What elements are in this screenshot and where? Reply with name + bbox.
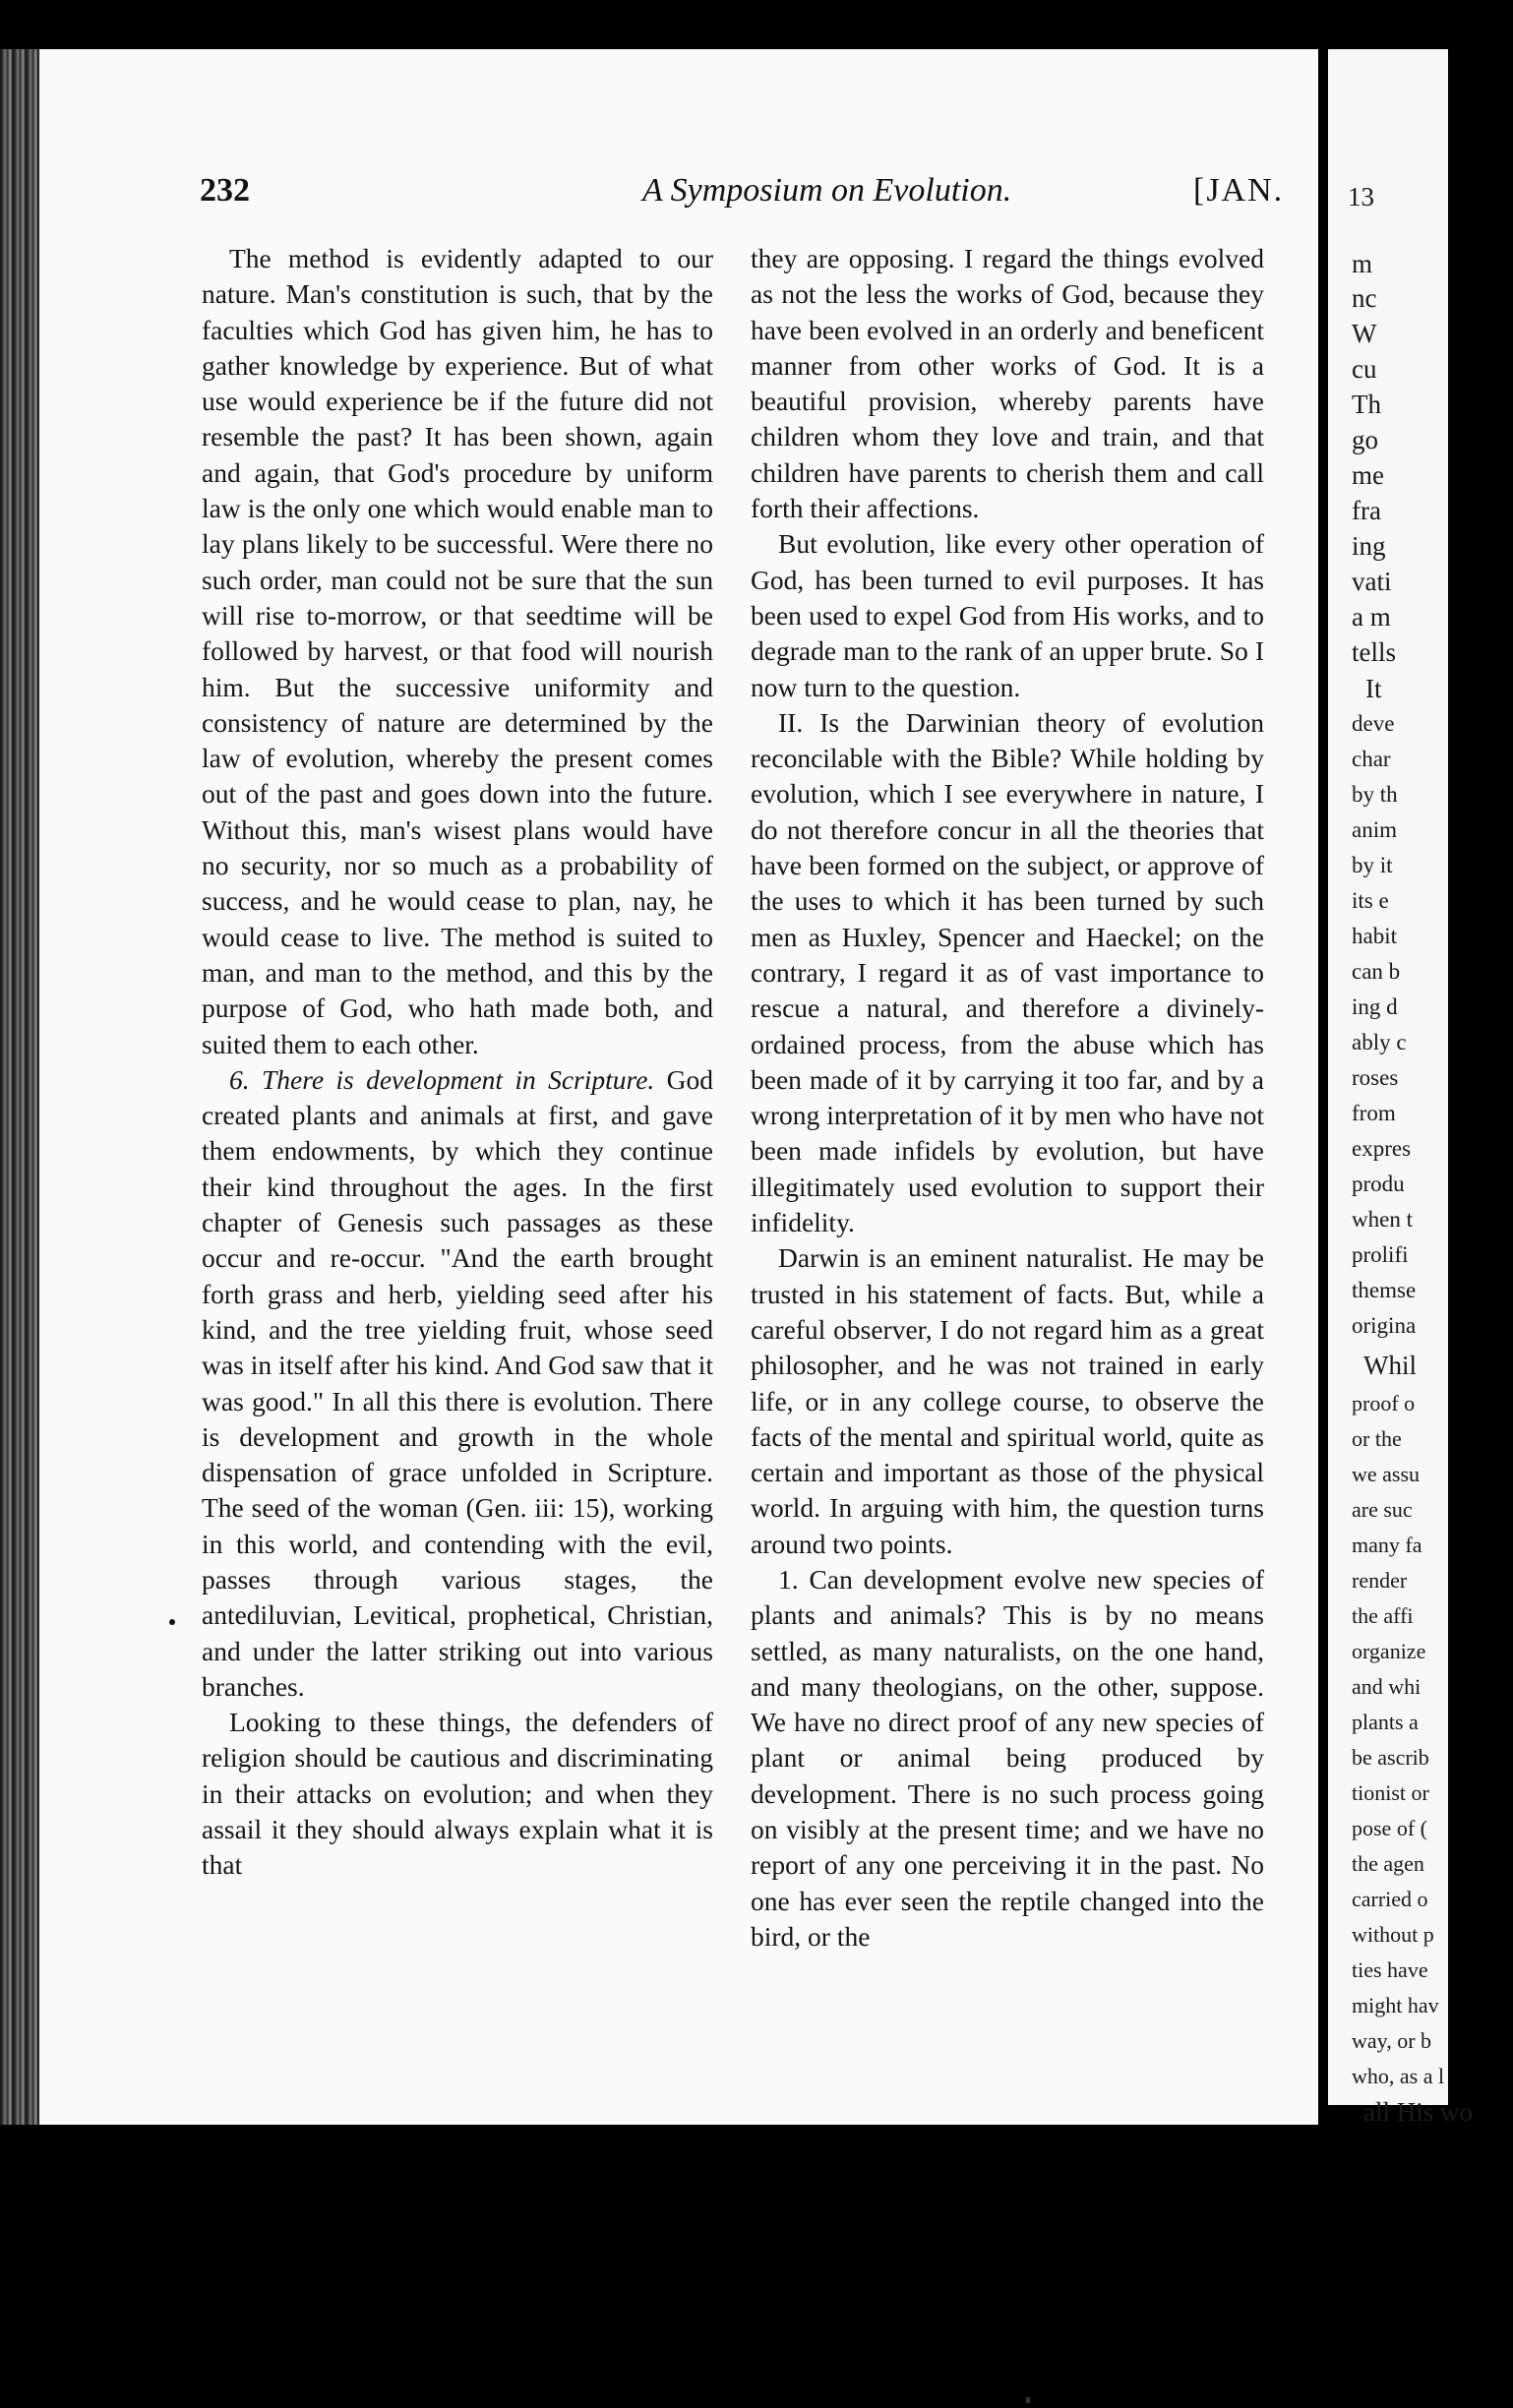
section-6-heading: 6. There is development in Scripture. [229, 1063, 655, 1095]
neighbor-fragment: char [1352, 747, 1391, 771]
paragraph-text: God created plants and animals at first, and gave them endowments, by which they continue their kind throughout the ages. In the first chapter of Genesis such passages as these occur and re-occur. "And the earth brought forth grass and herb, yielding seed after his kind, and the tree yielding fruit, whose seed was in itself after his kind. And God saw that it was good." In all this there is evolution. There is development and growth in the whole dispensation of grace unfolded in Scripture. The seed of the woman (Gen. iii: 15), working in this world, and contending with the evil, passes through various stages, the antediluvian, Levitical, prophetical, Christian, and under the latter striking out into various branches. [202, 1063, 713, 1702]
neighbor-fragment: are suc [1352, 1497, 1413, 1522]
neighbor-fragment: render [1352, 1568, 1408, 1593]
neighbor-fragment: pose of ( [1352, 1816, 1427, 1840]
neighbor-fragment: Th [1352, 390, 1381, 419]
neighbor-fragment: tionist or [1352, 1780, 1429, 1805]
neighbor-fragment: by th [1352, 782, 1398, 807]
neighbor-fragment: from [1352, 1101, 1396, 1125]
neighbor-fragment: fra [1352, 496, 1381, 525]
running-title: A Symposium on Evolution. [642, 172, 1012, 209]
neighbor-fragment: plants a [1352, 1710, 1419, 1734]
neighbor-fragment: a m [1352, 602, 1391, 632]
neighbor-fragment: the affi [1352, 1603, 1414, 1628]
neighbor-fragment: ing d [1352, 994, 1398, 1019]
neighbor-fragment: ing [1352, 531, 1386, 561]
neighbor-fragment: cu [1352, 354, 1377, 384]
neighbor-fragment: ably c [1352, 1030, 1407, 1054]
neighbor-fragment: anim [1352, 817, 1397, 842]
paragraph-section-6 [202, 1062, 713, 1705]
neighbor-fragment: the agen [1352, 1851, 1424, 1876]
page-number: 232 [200, 172, 250, 209]
neighbor-fragment: m [1352, 249, 1373, 278]
neighbor-fragment: vati [1352, 567, 1392, 596]
neighbor-fragment: deve [1352, 711, 1395, 736]
running-header [160, 172, 1292, 219]
neighbor-fragment: Whil [1363, 1351, 1417, 1380]
paragraph: The method is evidently adapted to our nature. Man's constitution is such, that by the faculties which God has given him, he has to gather knowledge by experience. But of what use would experience be if the future did not resemble the past? It has been shown, again and again, that God's procedure by uniform law is the only one which would enable man to lay plans likely to be successful. Were there no such order, man could not be sure that the sun will rise to-morrow, or that seedtime will be followed by harvest, or that food will nourish him. But the successive uniformity and consistency of nature are determined by the law of evolution, whereby the present comes out of the past and goes down into the future. Without this, man's wisest plans would have no security, nor so much as a probability of success, and he would cease to plan, nay, he would cease to live. The method is suited to man, and man to the method, and this by the purpose of God, who hath made both, and suited them to each other. [202, 243, 713, 1059]
paragraph: But evolution, like every other operation of God, has been turned to evil purposes. It has been used to expel God from His works, and to degrade man to the rank of an upper brute. So I now turn to the question. [751, 528, 1264, 702]
neighbor-fragment: roses [1352, 1065, 1399, 1090]
neighbor-fragment: habit [1352, 924, 1397, 948]
neighbor-fragment: prolifi [1352, 1242, 1409, 1267]
neighbor-fragment: way, or b [1352, 2028, 1432, 2053]
neighbor-fragment: organize [1352, 1639, 1426, 1663]
neighbor-fragment: be ascrib [1352, 1745, 1429, 1770]
ink-speck [1026, 2397, 1030, 2403]
neighbor-fragment: produ [1352, 1172, 1405, 1196]
neighbor-fragment: go [1352, 425, 1378, 454]
neighbor-fragment: or the [1352, 1426, 1402, 1451]
neighbor-fragment: can b [1352, 959, 1401, 984]
neighbor-fragment: and whi [1352, 1674, 1422, 1699]
neighbor-fragment: It [1365, 674, 1382, 703]
ink-speck [169, 1619, 175, 1625]
neighbor-fragment: 13 [1348, 182, 1374, 211]
paragraph: Darwin is an eminent naturalist. He may be trusted in his statement of facts. But, while a careful observer, I do not regard him as a great philosopher, and he was not trained in early life, or in any college course, to observe the facts of the mental and spiritual world, quite as certain and important as those of the physical world. In arguing with him, the question turns around two points. [751, 1242, 1264, 1559]
neighbor-fragment: W [1352, 319, 1377, 348]
neighbor-fragment: might hav [1352, 1993, 1439, 2017]
paragraph: 1. Can development evolve new species of plants and animals? This is by no means settled, as many naturalists, on the one hand, and many theologians, on the other, suppose. We have no direct proof of any new species of plant or animal being produced by development. There is no such process going on visibly at the present time; and we have no report of any one perceiving it in the past. No one has ever seen the reptile changed into the bird, or the [751, 1563, 1264, 1952]
neighbor-fragment: carried o [1352, 1887, 1428, 1911]
neighbor-fragment: when t [1352, 1207, 1413, 1232]
paragraph: II. Is the Darwinian theory of evolution reconcilable with the Bible? While holding by evolution, which I see everywhere in nature, I do not therefore concur in all the theories that have been formed on the subject, or approve of the uses to which it has been turned by such men as Huxley, Spencer and Haeckel; on the contrary, I regard it as of vast importance to rescue a natural, and therefore a divinely-ordained process, from the abuse which has been made of it by carrying it too far, and by a wrong interpretation of it by men who have not been made infidels by evolution, but have illegitimately used evolution to support their infidelity. [751, 706, 1264, 1238]
neighbor-fragment: expres [1352, 1136, 1412, 1161]
neighbor-fragment: we assu [1352, 1462, 1421, 1486]
neighbor-page-edge [1328, 49, 1473, 2127]
neighbor-fragment: me [1352, 460, 1384, 490]
neighbor-fragment: proof o [1352, 1391, 1416, 1415]
neighbor-fragment: many fa [1352, 1533, 1422, 1557]
neighbor-fragment: without p [1352, 1922, 1434, 1947]
left-column [202, 241, 713, 1884]
neighbor-fragment: themse [1352, 1278, 1417, 1302]
neighbor-fragment: tells [1352, 637, 1396, 667]
neighbor-fragment: nc [1352, 283, 1377, 313]
neighbor-fragment: origina [1352, 1313, 1417, 1338]
paragraph: they are opposing. I regard the things evolved as not the less the works of God, because they have been evolved in an orderly and beneficent manner from other works of God. It is a beautiful provision, whereby parents have children whom they love and train, and that children have parents to cherish them and call forth their affections. [751, 243, 1264, 524]
paragraph: Looking to these things, the defenders of religion should be cautious and discriminating in their attacks on evolution; and when they assail it they should always explain what it is that [202, 1707, 713, 1881]
neighbor-fragment: who, as a l [1352, 2064, 1445, 2088]
neighbor-fragment: by it [1352, 853, 1393, 877]
running-month: [JAN. [1193, 172, 1285, 209]
book-binding-edge [0, 49, 44, 2125]
right-column [751, 241, 1264, 1955]
neighbor-fragment: ties have [1352, 1957, 1428, 1982]
neighbor-fragment: its e [1352, 888, 1389, 913]
neighbor-fragment: all His wo [1363, 2097, 1473, 2127]
